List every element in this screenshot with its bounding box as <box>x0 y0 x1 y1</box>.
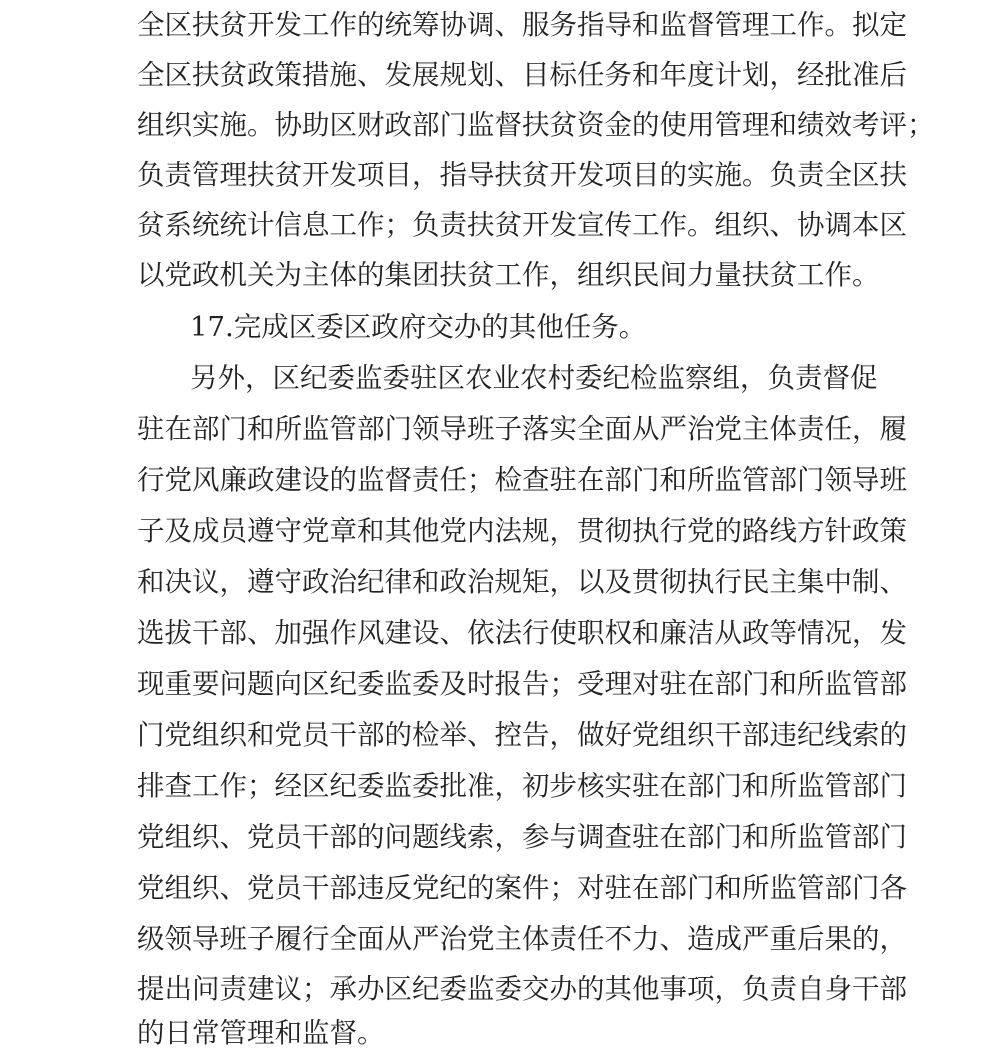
paragraph-1-line-4: 负责管理扶贫开发项目，指导扶贫开发项目的实施。负责全区扶 <box>137 159 907 191</box>
paragraph-2-line-4: 子及成员遵守党章和其他党内法规，贯彻执行党的路线方针政策 <box>137 515 907 547</box>
paragraph-1-line-6: 以党政机关为主体的集团扶贫工作，组织民间力量扶贫工作。 <box>137 259 880 291</box>
item-17-line: 17.完成区委区政府交办的其他任务。 <box>190 311 647 343</box>
paragraph-2-line-14: 的日常管理和监督。 <box>137 1017 385 1049</box>
paragraph-2-line-2: 驻在部门和所监管部门领导班子落实全面从严治党主体责任，履 <box>137 413 907 445</box>
paragraph-2-line-3: 行党风廉政建设的监督责任；检查驻在部门和所监管部门领导班 <box>137 464 907 496</box>
paragraph-2-line-10: 党组织、党员干部的问题线索，参与调查驻在部门和所监管部门 <box>137 821 907 853</box>
paragraph-2-line-9: 排查工作；经区纪委监委批准，初步核实驻在部门和所监管部门 <box>137 770 907 802</box>
paragraph-2-line-1: 另外，区纪委监委驻区农业农村委纪检监察组，负责督促 <box>190 362 878 394</box>
paragraph-2-line-6: 选拔干部、加强作风建设、依法行使职权和廉洁从政等情况，发 <box>137 617 907 649</box>
paragraph-2-line-7: 现重要问题向区纪委监委及时报告；受理对驻在部门和所监管部 <box>137 668 907 700</box>
paragraph-2-line-13: 提出问责建议；承办区纪委监委交办的其他事项，负责自身干部 <box>137 973 907 1005</box>
paragraph-2-line-5: 和决议，遵守政治纪律和政治规矩，以及贯彻执行民主集中制、 <box>137 566 907 598</box>
paragraph-2-line-8: 门党组织和党员干部的检举、控告，做好党组织干部违纪线索的 <box>137 719 907 751</box>
paragraph-2-line-12: 级领导班子履行全面从严治党主体责任不力、造成严重后果的， <box>137 923 907 955</box>
paragraph-2-line-11: 党组织、党员干部违反党纪的案件；对驻在部门和所监管部门各 <box>137 872 907 904</box>
paragraph-1-line-2: 全区扶贫政策措施、发展规划、目标任务和年度计划，经批准后 <box>137 59 907 91</box>
paragraph-1-line-3: 组织实施。协助区财政部门监督扶贫资金的使用管理和绩效考评； <box>137 109 935 141</box>
paragraph-1-line-1: 全区扶贫开发工作的统筹协调、服务指导和监督管理工作。拟定 <box>137 9 907 41</box>
paragraph-1-line-5: 贫系统统计信息工作；负责扶贫开发宣传工作。组织、协调本区 <box>137 209 907 241</box>
